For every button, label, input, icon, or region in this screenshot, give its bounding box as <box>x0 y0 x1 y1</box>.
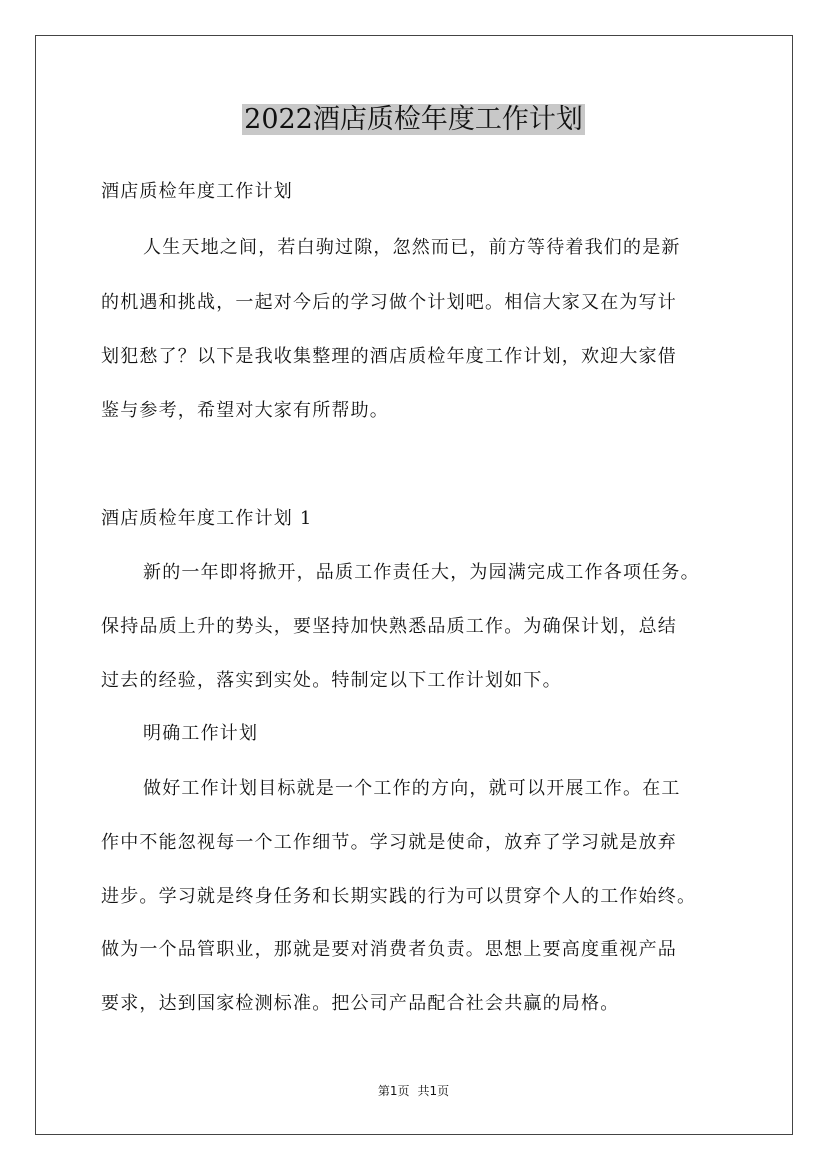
page-total: 共1页 <box>417 1084 450 1098</box>
body-line-4: 做为一个品管职业，那就是要对消费者负责。思想上要高度重视产品 <box>101 939 677 960</box>
section-heading: 酒店质检年度工作计划 1 <box>101 508 313 529</box>
document-heading: 酒店质检年度工作计划 <box>101 181 293 202</box>
body-line-1: 做好工作计划目标就是一个工作的方向，就可以开展工作。在工 <box>143 778 681 799</box>
page-footer <box>0 1083 827 1099</box>
body-line-2: 作中不能忽视每一个工作细节。学习就是使命，放弃了学习就是放弃 <box>101 832 677 853</box>
intro-line-1: 人生天地之间，若白驹过隙，忽然而已，前方等待着我们的是新 <box>143 237 681 258</box>
section-line-1: 新的一年即将掀开，品质工作责任大，为园满完成工作各项任务。 <box>143 562 700 583</box>
document-title <box>0 100 827 140</box>
document-title-text: 2022酒店质检年度工作计划 <box>244 104 583 135</box>
section-line-3: 过去的经验，落实到实处。特制定以下工作计划如下。 <box>101 670 562 691</box>
page-number: 第1页 <box>377 1084 410 1098</box>
section-line-2: 保持品质上升的势头，要坚持加快熟悉品质工作。为确保计划，总结 <box>101 616 677 637</box>
intro-line-3: 划犯愁了？以下是我收集整理的酒店质检年度工作计划，欢迎大家借 <box>101 346 677 367</box>
intro-line-4: 鉴与参考，希望对大家有所帮助。 <box>101 400 389 421</box>
intro-line-2: 的机遇和挑战，一起对今后的学习做个计划吧。相信大家又在为写计 <box>101 292 677 313</box>
subheading: 明确工作计划 <box>143 723 259 744</box>
body-line-3: 进步。学习就是终身任务和长期实践的行为可以贯穿个人的工作始终。 <box>101 886 697 907</box>
body-line-5: 要求，达到国家检测标准。把公司产品配合社会共赢的局格。 <box>101 993 620 1014</box>
